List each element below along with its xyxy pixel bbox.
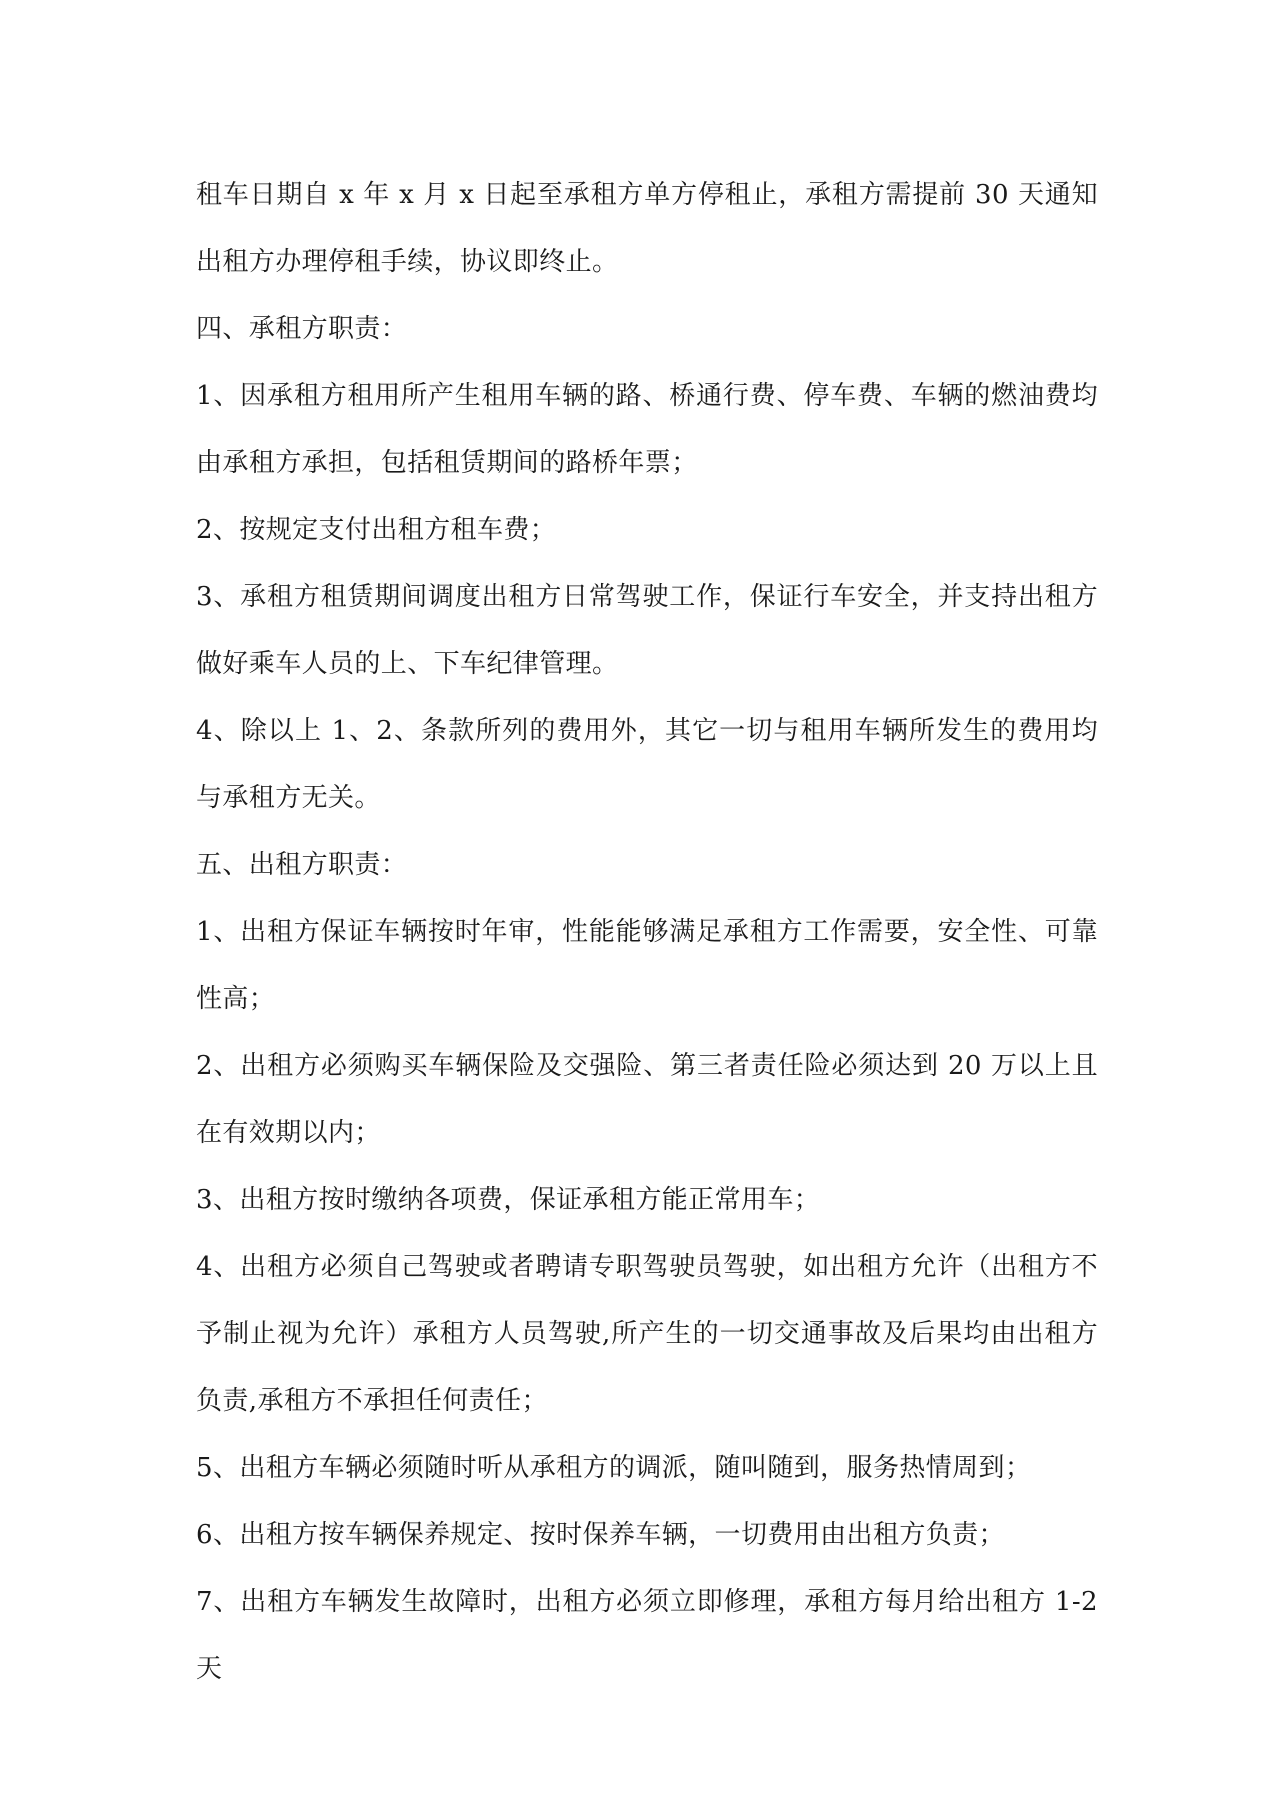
lessee-duty-1: 1、因承租方租用所产生租用车辆的路、桥通行费、停车费、车辆的燃油费均由承租方承担，包括租赁期间的路桥年票； xyxy=(196,381,1098,478)
section-heading-lessor-duties: 五、出租方职责： xyxy=(196,850,408,880)
lessor-duty-6: 6、出租方按车辆保养规定、按时保养车辆，一切费用由出租方负责； xyxy=(196,1520,1005,1550)
lessee-duty-3: 3、承租方租赁期间调度出租方日常驾驶工作，保证行车安全，并支持出租方做好乘车人员的上、下车纪律管理。 xyxy=(196,582,1098,679)
lessor-duty-2: 2、出租方必须购买车辆保险及交强险、第三者责任险必须达到 20 万以上且在有效期以内； xyxy=(196,1051,1098,1148)
document-body xyxy=(196,162,1098,1703)
paragraph-rental-period: 租车日期自 x 年 x 月 x 日起至承租方单方停租止，承租方需提前 30 天通知出租方办理停租手续，协议即终止。 xyxy=(196,180,1098,277)
lessor-duty-3: 3、出租方按时缴纳各项费，保证承租方能正常用车； xyxy=(196,1185,821,1215)
lessor-duty-7: 7、出租方车辆发生故障时，出租方必须立即修理，承租方每月给出租方 1-2 天 xyxy=(196,1587,1098,1684)
lessor-duty-4: 4、出租方必须自己驾驶或者聘请专职驾驶员驾驶，如出租方允许（出租方不予制止视为允许）承租方人员驾驶,所产生的一切交通事故及后果均由出租方负责,承租方不承担任何责任； xyxy=(196,1252,1098,1416)
lessor-duty-5: 5、出租方车辆必须随时听从承租方的调派，随叫随到，服务热情周到； xyxy=(196,1453,1032,1483)
lessor-duty-1: 1、出租方保证车辆按时年审，性能能够满足承租方工作需要，安全性、可靠性高； xyxy=(196,917,1098,1014)
section-heading-lessee-duties: 四、承租方职责： xyxy=(196,314,408,344)
lessee-duty-4: 4、除以上 1、2、条款所列的费用外，其它一切与租用车辆所发生的费用均与承租方无关。 xyxy=(196,716,1098,813)
lessee-duty-2: 2、按规定支付出租方租车费； xyxy=(196,515,557,545)
